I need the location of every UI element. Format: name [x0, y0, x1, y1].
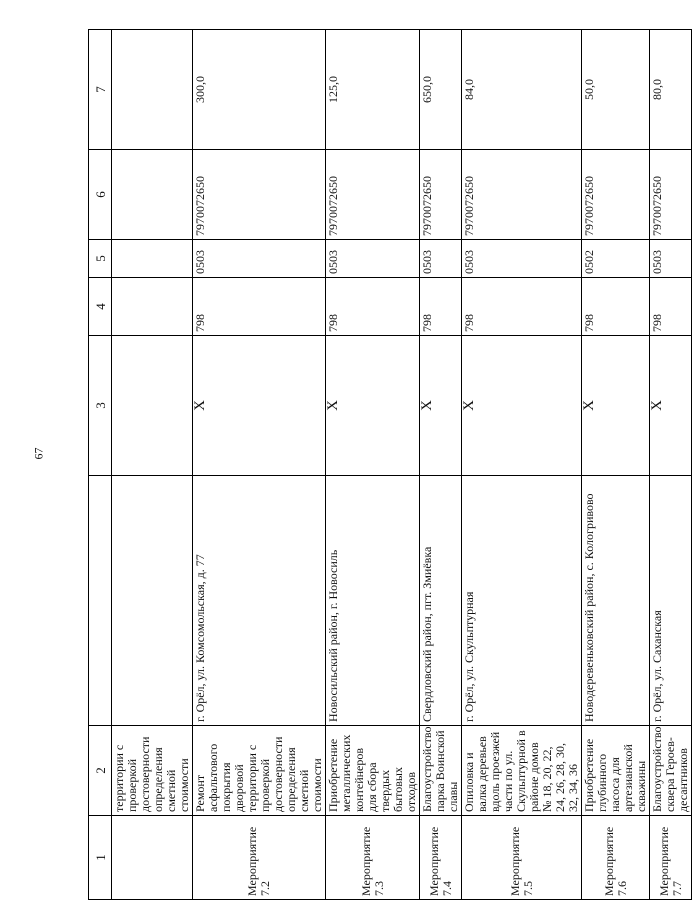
page-number: 67 — [31, 447, 46, 460]
code-5: 0503 — [420, 240, 462, 278]
header-cell: 5 — [89, 240, 112, 278]
code-5: 0503 — [650, 240, 692, 278]
measure-id: Мероприятие 7.6 — [582, 816, 650, 900]
table-header-row — [89, 30, 112, 900]
measure-name: Благоустройство сквера Героев-десантников — [650, 726, 692, 816]
header-cell: 1 — [89, 816, 112, 900]
code-6: 7970072650 — [420, 150, 462, 240]
mark: X — [582, 336, 650, 476]
measure-name: Приобретение глубинного насоса для артезианской скважины — [582, 726, 650, 816]
location: г. Орёл, ул. Комсомольская, д. 77 — [193, 476, 326, 726]
code-5: 0503 — [326, 240, 420, 278]
table-row — [326, 30, 420, 900]
code-5 — [112, 240, 193, 278]
amount: 50,0 — [582, 30, 650, 150]
amount — [112, 30, 193, 150]
measure-id: Мероприятие 7.5 — [462, 816, 582, 900]
code-6: 7970072650 — [462, 150, 582, 240]
mark: X — [420, 336, 462, 476]
code-4: 798 — [420, 278, 462, 336]
mark: X — [193, 336, 326, 476]
table-row — [420, 30, 462, 900]
amount: 84,0 — [462, 30, 582, 150]
table-row — [112, 30, 193, 900]
location: Новодеревеньковский район, с. Кологривово — [582, 476, 650, 726]
header-cell — [89, 476, 112, 726]
location — [112, 476, 193, 726]
measure-name: территории с проверкой достоверности определения сметной стоимости — [112, 726, 193, 816]
code-4: 798 — [462, 278, 582, 336]
location: Свердловский район, пгт. Змиёвка — [420, 476, 462, 726]
amount: 80,0 — [650, 30, 692, 150]
code-5: 0503 — [462, 240, 582, 278]
measure-id: Мероприятие 7.4 — [420, 816, 462, 900]
amount: 650,0 — [420, 30, 462, 150]
code-6: 7970072650 — [326, 150, 420, 240]
measure-name: Опиловка и валка деревьев вдоль проезжей части по ул. Скульптурной в районе домов № 18, 20, 22, 24, 26, 28, 30, 32, 34, 36 — [462, 726, 582, 816]
mark: X — [462, 336, 582, 476]
table-row — [462, 30, 582, 900]
measure-id — [112, 816, 193, 900]
table-row — [582, 30, 650, 900]
header-cell: 3 — [89, 336, 112, 476]
code-6: 7970072650 — [193, 150, 326, 240]
header-cell: 7 — [89, 30, 112, 150]
code-6: 7970072650 — [582, 150, 650, 240]
mark: X — [326, 336, 420, 476]
measure-id: Мероприятие 7.3 — [326, 816, 420, 900]
mark: X — [650, 336, 692, 476]
header-cell: 4 — [89, 278, 112, 336]
mark — [112, 336, 193, 476]
amount: 300,0 — [193, 30, 326, 150]
measure-name: Приобретение металлических контейнеров для сбора твердых бытовых отходов — [326, 726, 420, 816]
header-cell: 6 — [89, 150, 112, 240]
code-4 — [112, 278, 193, 336]
rotated-table-container — [88, 30, 690, 900]
code-4: 798 — [193, 278, 326, 336]
table-row — [650, 30, 692, 900]
measure-name: Ремонт асфальтового покрытия дворовой территории с проверкой достоверности определения сметной стоимости — [193, 726, 326, 816]
code-5: 0503 — [193, 240, 326, 278]
amount: 125,0 — [326, 30, 420, 150]
header-cell: 2 — [89, 726, 112, 816]
code-5: 0502 — [582, 240, 650, 278]
measure-id: Мероприятие 7.7 — [650, 816, 692, 900]
code-4: 798 — [650, 278, 692, 336]
code-4: 798 — [582, 278, 650, 336]
measure-id: Мероприятие 7.2 — [193, 816, 326, 900]
code-4: 798 — [326, 278, 420, 336]
table-row — [193, 30, 326, 900]
location: Новосильский район, г. Новосиль — [326, 476, 420, 726]
measure-name: Благоустройство парка Воинской славы — [420, 726, 462, 816]
location: г. Орёл, ул. Скульптурная — [462, 476, 582, 726]
code-6: 7970072650 — [650, 150, 692, 240]
budget-table — [88, 29, 692, 900]
code-6 — [112, 150, 193, 240]
location: г. Орёл, ул. Саханская — [650, 476, 692, 726]
